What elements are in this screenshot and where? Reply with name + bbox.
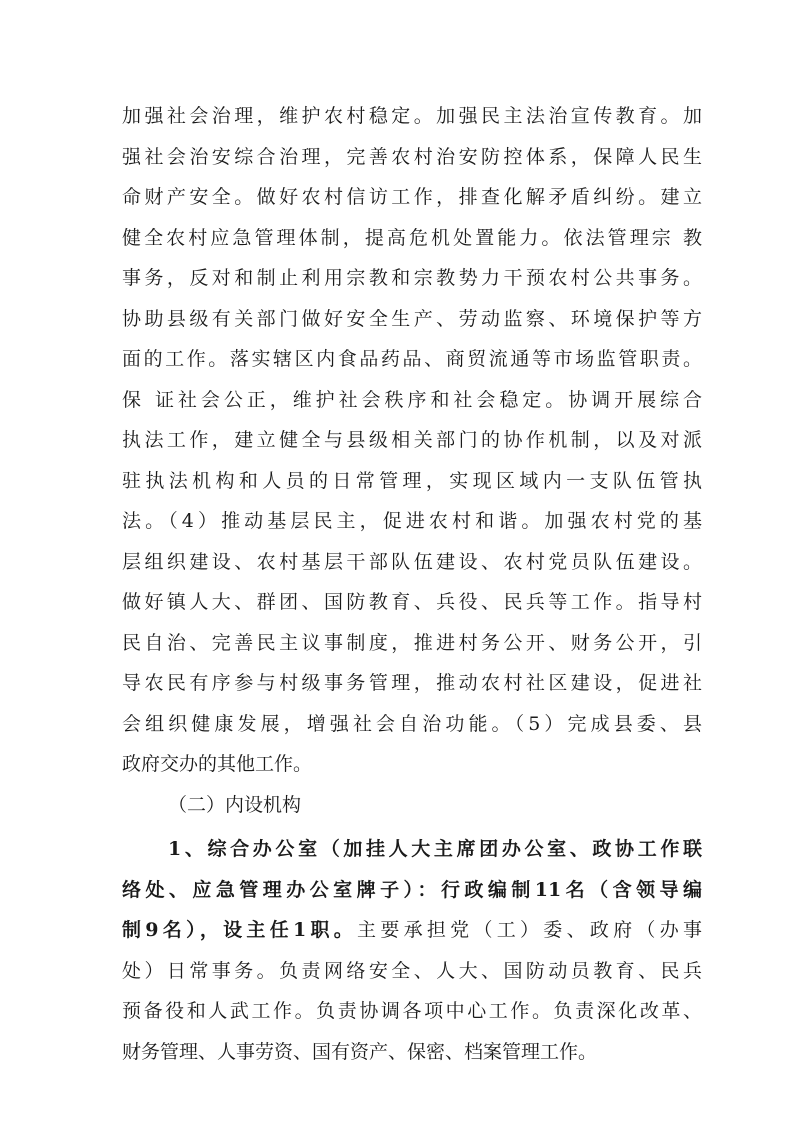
text-line: 事务，反对和制止利用宗教和宗教势力干预农村公共事务。 xyxy=(122,267,702,289)
office-line-5: 预备役和人武工作。负责协调各项中心工作。负责深化改革、 xyxy=(122,1000,702,1022)
text-line: 协助县级有关部门做好安全生产、劳动监察、环境保护等方 xyxy=(122,307,702,330)
text-line: 导农民有序参与村级事务管理，推动农村社区建设，促进社 xyxy=(122,672,702,694)
text-line: 命财产安全。做好农村信访工作，排查化解矛盾纠纷。建立 xyxy=(122,186,702,208)
office-line-4: 处）日常事务。负责网络安全、人大、国防动员教育、民兵 xyxy=(122,959,702,982)
text-line: 加强社会治理，维护农村稳定。加强民主法治宣传教育。加 xyxy=(122,105,702,127)
text-line: 做好镇人大、群团、国防教育、兵役、民兵等工作。指导村 xyxy=(122,591,702,613)
text-line: 民自治、完善民主议事制度，推进村务公开、财务公开，引 xyxy=(122,631,702,654)
office-line-6: 财务管理、人事劳资、国有资产、保密、档案管理工作。 xyxy=(122,1040,598,1063)
text-line: 执法工作，建立健全与县级相关部门的协作机制，以及对派 xyxy=(122,429,702,451)
text-line: 会组织健康发展，增强社会自治功能。（5）完成县委、县 xyxy=(122,712,702,735)
text-line: 健全农村应急管理体制，提高危机处置能力。依法管理宗 教 xyxy=(122,226,702,249)
section-heading: （二）内设机构 xyxy=(168,793,302,816)
text-line: 面的工作。落实辖区内食品药品、商贸流通等市场监管职责。 xyxy=(122,348,702,370)
text-line: 强社会治安综合治理，完善农村治安防控体系，保障人民生 xyxy=(122,145,702,168)
office-title-line-1: 1、综合办公室（加挂人大主席团办公室、政协工作联 xyxy=(168,838,702,860)
text-line: 政府交办的其他工作。 xyxy=(122,753,313,775)
office-duty-text: 主要承担党（工）委、政府（办事 xyxy=(357,919,702,941)
office-title-line-3: 制9名），设主任1职。 xyxy=(122,919,358,941)
text-line: 驻执法机构和人员的日常管理，实现区域内一支队伍管执 xyxy=(122,469,702,492)
body-text xyxy=(122,96,702,1072)
text-line: 法。（4）推动基层民主，促进农村和谐。加强农村党的基 xyxy=(122,510,702,532)
text-line: 保 证社会公正，维护社会秩序和社会稳定。协调开展综合 xyxy=(122,388,702,411)
text-line: 层组织建设、农村基层干部队伍建设、农村党员队伍建设。 xyxy=(122,550,702,573)
office-title-line-2: 络处、应急管理办公室牌子）：行政编制11名（含领导编 xyxy=(122,878,702,901)
office-line-3 xyxy=(122,910,702,951)
